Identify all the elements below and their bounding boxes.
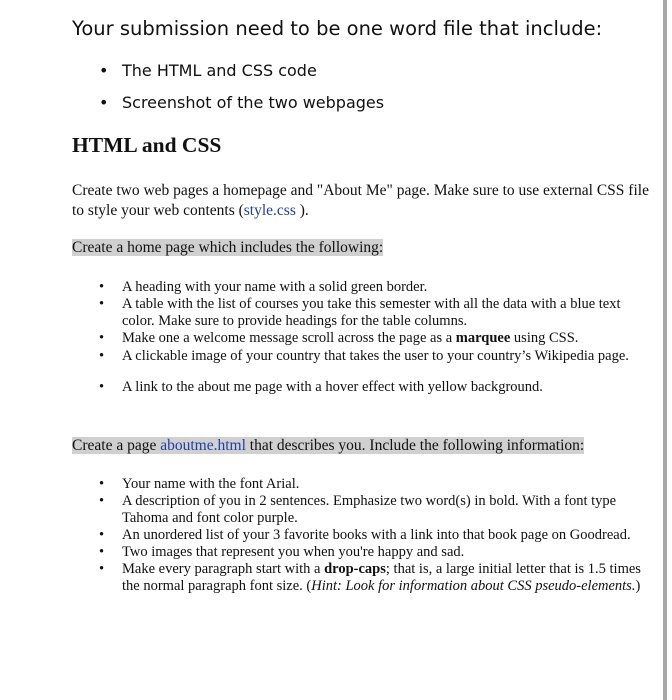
list-item-text: A heading with your name with a solid green border. [122, 279, 428, 295]
list-item-text-end: ) [635, 578, 641, 594]
list-item [99, 279, 654, 296]
list-item [99, 476, 654, 493]
bullet-icon: • [99, 93, 109, 112]
submission-intro: Your submission need to be one word file that include: [72, 17, 603, 40]
list-item-text: Make one a welcome message scroll across the page as a [122, 330, 456, 346]
dropcaps-bold-text: drop-caps [324, 561, 386, 577]
submission-item-label: Screenshot of the two webpages [122, 93, 385, 112]
homepage-list [99, 279, 654, 396]
hint-italic-text: Hint: Look for information about CSS pseudo-elements. [311, 578, 636, 594]
bullet-icon: • [99, 330, 105, 346]
aboutpage-heading [72, 436, 584, 456]
submission-item-label: The HTML and CSS code [122, 61, 317, 80]
bullet-icon: • [99, 279, 105, 295]
bullet-icon: • [99, 476, 105, 492]
bullet-icon: • [99, 61, 109, 80]
bullet-icon: • [99, 561, 105, 577]
intro-paragraph [72, 181, 652, 221]
list-item [99, 330, 654, 347]
bullet-icon: • [99, 493, 105, 509]
style-css-link[interactable]: style.css [243, 202, 296, 219]
homepage-heading [72, 238, 383, 258]
list-item [99, 561, 654, 595]
bullet-icon: • [99, 296, 105, 312]
marquee-bold-text: marquee [455, 330, 511, 346]
section-heading: HTML and CSS [72, 133, 222, 157]
aboutme-link[interactable]: aboutme.html [160, 437, 246, 454]
list-item-text: Make every paragraph start with a [122, 561, 325, 577]
list-item-text: A table with the list of courses you take this semester with all the data with a blue text color. Make sure to provide headings for the table columns. [122, 296, 621, 329]
page-edge-border [663, 0, 667, 700]
list-item-text: A description of you in 2 sentences. Emphasize two word(s) in bold. With a font type Tahoma and font color purple. [122, 493, 617, 526]
list-item [99, 296, 654, 330]
list-item-text: An unordered list of your 3 favorite books with a link into that book page on Goodread. [122, 527, 631, 543]
homepage-heading-text: Create a home page which includes the following: [72, 239, 384, 256]
list-item-text: A link to the about me page with a hover effect with yellow background. [122, 379, 543, 395]
bullet-icon: • [99, 348, 105, 364]
list-item [99, 527, 654, 544]
list-item-text: A clickable image of your country that takes the user to your country’s Wikipedia page. [122, 348, 629, 364]
list-item-text: Your name with the font Arial. [122, 476, 300, 492]
aboutpage-heading-text-end: that describes you. Include the following information: [245, 437, 585, 454]
aboutpage-heading-text: Create a page [72, 437, 161, 454]
aboutpage-list [99, 476, 654, 595]
list-item-text-mid: ; that is, a large initial letter that is 1.5 times the normal paragraph font size. ( [122, 561, 641, 594]
list-item-text: Two images that represent you when you're happy and sad. [122, 544, 465, 560]
list-item [99, 379, 654, 396]
paragraph-text-end: ). [295, 202, 309, 219]
paragraph-text: Create two web pages a homepage and "About Me" page. Make sure to use external CSS file to style your web contents ( [72, 182, 649, 219]
list-item [99, 544, 654, 561]
list-item [99, 347, 654, 366]
bullet-icon: • [99, 527, 105, 543]
list-item [99, 493, 654, 527]
list-item-text-end: using CSS. [510, 330, 579, 346]
bullet-icon: • [99, 379, 105, 395]
bullet-icon: • [99, 544, 105, 560]
